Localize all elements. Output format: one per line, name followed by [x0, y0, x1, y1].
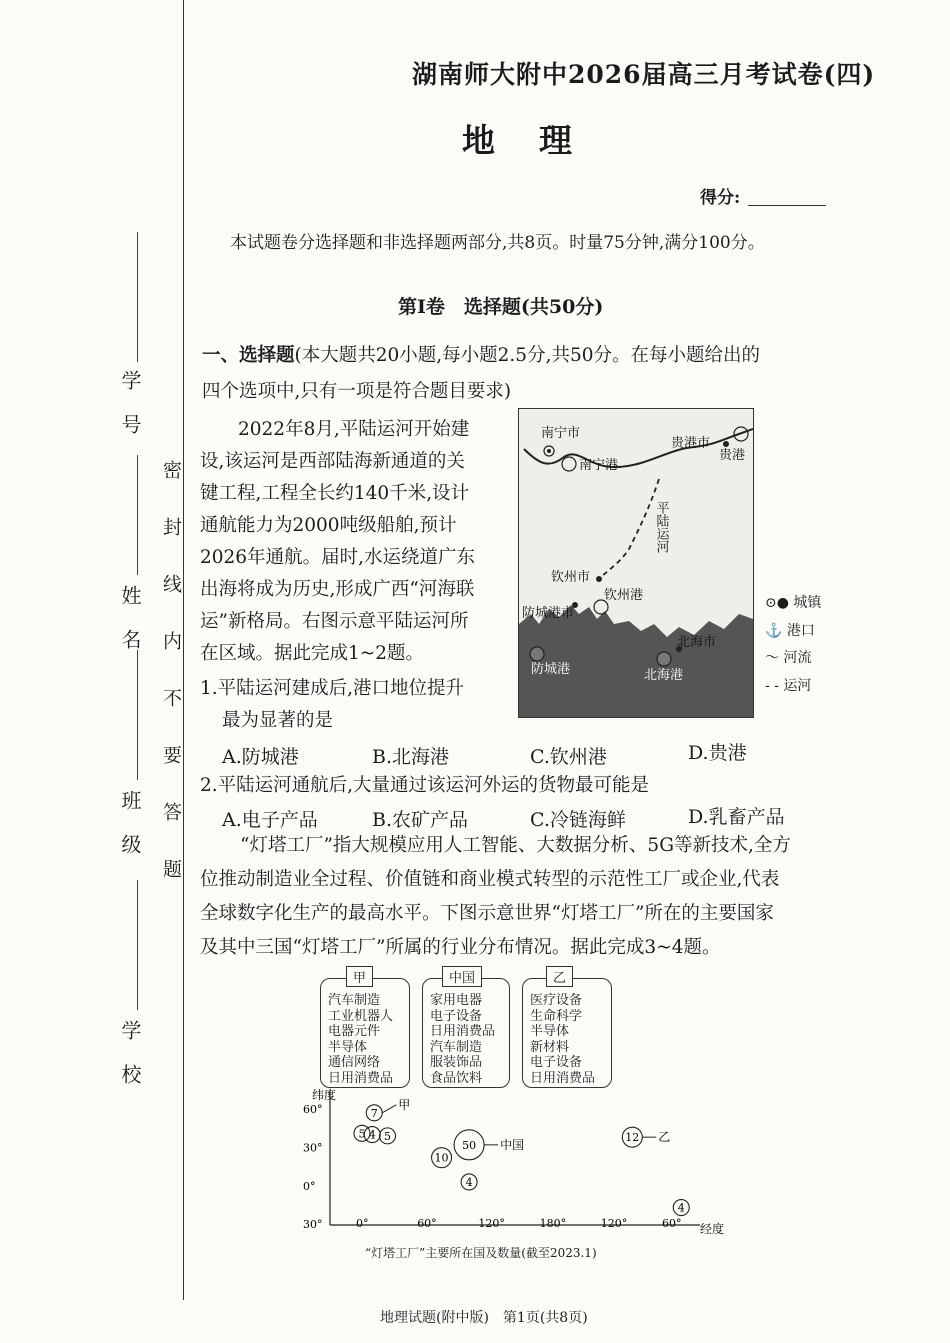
x-axis-label: 经度: [700, 1222, 725, 1236]
canal-map: [518, 408, 754, 718]
passage1-line: 键工程,工程全长约140千米,设计: [200, 483, 470, 504]
industry-item: 半导体: [530, 1024, 570, 1039]
q2-option-b[interactable]: B.农矿产品: [372, 809, 469, 831]
exam-intro: 本试题卷分选择题和非选择题两部分,共8页。时量75分钟,满分100分。: [230, 233, 765, 253]
pinglu-canal: [599, 479, 659, 579]
industry-item: 食品饮料: [430, 1070, 483, 1086]
margin-xuexiao: 学 校: [118, 1020, 142, 1086]
margin-banji: 班 级: [118, 790, 142, 856]
margin-xingming: 姓 名: [118, 585, 142, 651]
passage1-line: 运”新格局。右图示意平陆运河所: [200, 611, 469, 632]
passage1-line: 设,该运河是西部陆海新通道的关: [200, 451, 465, 472]
sea-area: [519, 605, 753, 717]
industry-item: 生命科学: [530, 1008, 583, 1024]
label-fangcheng-city: 防城港市: [522, 606, 575, 621]
q2-option-a[interactable]: A.电子产品: [222, 809, 318, 831]
industry-box-jia-title: 甲: [346, 966, 373, 987]
country-label: 中国: [500, 1137, 525, 1152]
label-guigang-port: 贵港: [719, 448, 746, 463]
factory-count-label: 10: [434, 1151, 449, 1165]
passage2-line: 及其中三国“灯塔工厂”所属的行业分布情况。据此完成3~4题。: [200, 937, 721, 958]
factory-count-label: 5: [358, 1127, 366, 1141]
passage2-line: 位推动制造业全过程、价值链和商业模式转型的示范性工厂或企业,代表: [200, 869, 780, 890]
label-nanning-city: 南宁市: [541, 426, 581, 441]
industry-item: 医疗设备: [530, 993, 583, 1008]
industry-item: 服装饰品: [430, 1055, 483, 1070]
y-axis-label: 纬度: [312, 1088, 337, 1102]
legend-river-label: 河流: [783, 650, 812, 666]
country-label: 乙: [658, 1130, 671, 1145]
legend-city-label: 城镇: [793, 595, 822, 611]
legend-item-canal: - - 运河: [765, 677, 812, 694]
industry-box-china-title: 中国: [442, 966, 482, 987]
passage1-line: 出海将成为历史,形成广西“河海联: [200, 579, 475, 600]
industry-item: 通信网络: [328, 1055, 381, 1070]
q1-option-b[interactable]: B.北海港: [372, 746, 450, 768]
x-tick-label: 60°: [662, 1217, 682, 1230]
factory-count-label: 50: [462, 1138, 477, 1152]
industry-item: 日用消费品: [328, 1070, 394, 1086]
label-nanning-port: 南宁港: [579, 458, 619, 473]
label-beihai-city: 北海市: [677, 635, 717, 650]
industry-item: 电子设备: [430, 1008, 483, 1024]
passage1-line: 通航能力为2000吨级船舶,预计: [200, 515, 457, 536]
part1-heading-line2: 四个选项中,只有一项是符合题目要求): [202, 381, 512, 402]
q1-option-c[interactable]: C.钦州港: [530, 746, 607, 768]
industry-list-china: [430, 993, 495, 1086]
industry-list-jia: [328, 993, 393, 1086]
margin-xuehao: 学 号: [118, 370, 142, 436]
factory-count-label: 4: [465, 1175, 473, 1189]
country-leader-line: [382, 1105, 396, 1113]
label-qinzhou-port: 钦州港: [604, 588, 644, 603]
label-fangcheng-port: 防城港: [531, 662, 571, 677]
legend-item-port: ⚓ 港口: [765, 622, 815, 639]
industry-item: 电子设备: [530, 1055, 583, 1070]
factory-count-label: 12: [625, 1131, 640, 1145]
port-anchor-icon: [657, 652, 671, 666]
seal-text: 密封线内不要答题: [160, 460, 182, 916]
subject-title: 地理: [462, 121, 616, 160]
passage2-line: 全球数字化生产的最高水平。下图示意世界“灯塔工厂”所在的主要国家: [200, 903, 774, 924]
x-tick-label: 0°: [356, 1217, 369, 1230]
score-label: 得分:: [700, 188, 741, 208]
passage2-line: “灯塔工厂”指大规模应用人工智能、大数据分析、5G等新技术,全方: [240, 835, 791, 856]
xuehao-blank: [137, 232, 138, 362]
x-tick-label: 120°: [600, 1217, 628, 1230]
xuexiao-blank: [137, 880, 138, 1010]
part1-heading-rest: (本大题共20小题,每小题2.5分,共50分。在每小题给出的: [294, 345, 760, 366]
banji-blank: [137, 650, 138, 780]
xingming-blank: [137, 455, 138, 575]
legend-port-label: 港口: [786, 622, 815, 639]
q1-stem-line2: 最为显著的是: [222, 710, 334, 731]
score-blank: [748, 205, 826, 206]
q2-option-d[interactable]: D.乳畜产品: [688, 806, 785, 828]
q1-option-d[interactable]: D.贵港: [688, 742, 747, 764]
industry-item: 家用电器: [430, 993, 483, 1008]
q2-stem: 2.平陆运河通航后,大量通过该运河外运的货物最可能是: [200, 775, 650, 796]
passage1-line: 在区域。据此完成1~2题。: [200, 643, 425, 664]
q1-option-a[interactable]: A.防城港: [222, 746, 299, 768]
label-guigang-city: 贵港市: [671, 436, 711, 451]
part1-heading: [202, 340, 760, 372]
legend-item-city: ⊙● 城镇: [765, 595, 822, 611]
city-marker-dot: [547, 449, 551, 453]
x-tick-label: 60°: [417, 1217, 437, 1230]
industry-item: 日用消费品: [530, 1070, 596, 1086]
industry-item: 日用消费品: [430, 1024, 496, 1039]
y-tick-label: 30°: [303, 1218, 323, 1232]
x-tick-label: 120°: [478, 1217, 505, 1230]
x-tick-label: 180°: [539, 1217, 567, 1230]
legend-item-river: ～ 河流: [765, 650, 812, 666]
q2-option-c[interactable]: C.冷链海鲜: [530, 809, 626, 831]
port-anchor-icon: [562, 457, 576, 471]
industry-item: 汽车制造: [328, 993, 381, 1008]
map-legend: [765, 590, 821, 700]
city-marker: [596, 576, 602, 582]
part1-heading-bold: 一、选择题: [202, 345, 295, 366]
y-tick-label: 0°: [303, 1179, 316, 1193]
section-title: 第Ⅰ卷 选择题(共50分): [398, 296, 604, 318]
industry-item: 工业机器人: [328, 1008, 394, 1024]
page-footer: 地理试题(附中版) 第1页(共8页): [380, 1310, 588, 1326]
exam-title: 湖南师大附中2026届高三月考试卷(四): [412, 60, 876, 89]
chart-caption: “灯塔工厂”主要所在国及数量(截至2023.1): [365, 1246, 597, 1260]
label-canal: 平陆运河: [653, 501, 669, 553]
industry-item: 电器元件: [328, 1024, 381, 1039]
y-tick-label: 60°: [303, 1103, 323, 1116]
label-beihai-port: 北海港: [644, 668, 684, 683]
industry-list-yi: [530, 993, 595, 1086]
industry-item: 半导体: [328, 1039, 368, 1055]
passage1-line: 2022年8月,平陆运河开始建: [238, 419, 470, 440]
factory-count-label: 4: [368, 1128, 376, 1142]
industry-item: 新材料: [530, 1039, 570, 1055]
factory-count-label: 5: [384, 1129, 391, 1143]
country-label: 甲: [398, 1097, 411, 1112]
industry-item: 汽车制造: [430, 1039, 483, 1055]
y-tick-label: 30°: [303, 1141, 323, 1155]
factory-count-label: 7: [370, 1106, 378, 1120]
q1-stem: 1.平陆运河建成后,港口地位提升: [200, 678, 465, 699]
industry-box-yi-title: 乙: [546, 966, 573, 987]
factory-count-label: 4: [677, 1201, 685, 1215]
label-qinzhou-city: 钦州市: [551, 570, 591, 585]
port-anchor-icon: [530, 647, 544, 661]
passage1-line: 2026年通航。届时,水运绕道广东: [200, 547, 475, 568]
legend-canal-label: 运河: [783, 677, 812, 694]
city-marker: [723, 441, 729, 447]
lighthouse-chart: [300, 1085, 740, 1245]
